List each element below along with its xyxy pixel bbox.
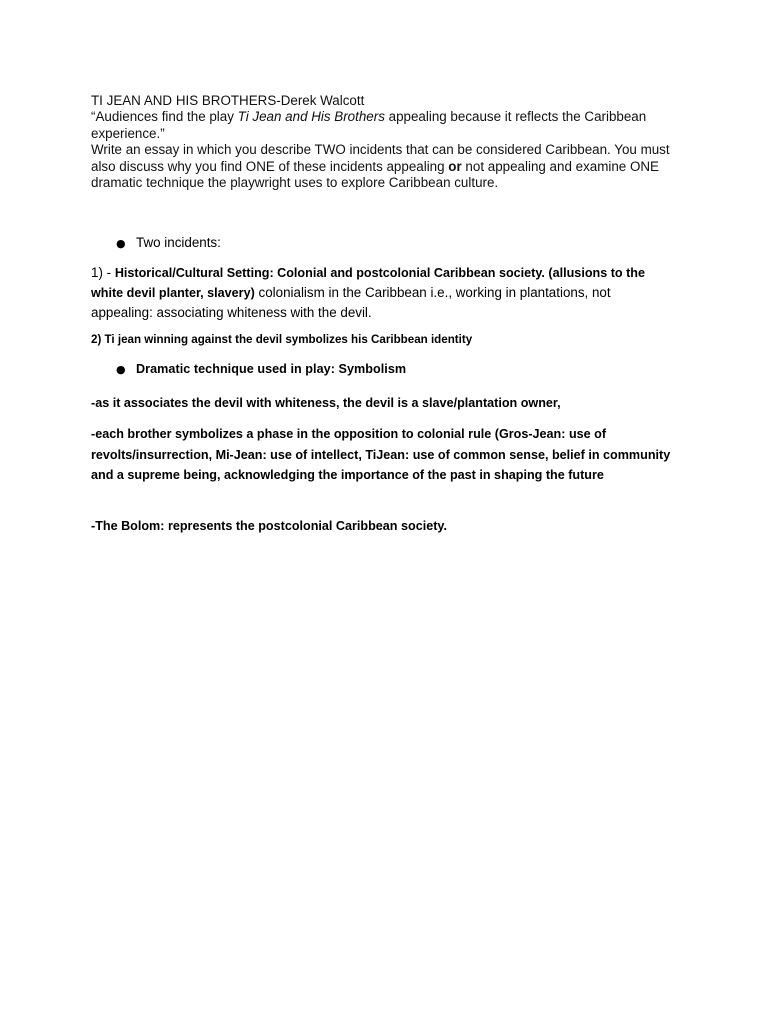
symbolism-point-three: -The Bolom: represents the postcolonial Caribbean society. <box>91 519 447 533</box>
play-title: TI JEAN AND HIS BROTHERS-Derek Walcott <box>91 93 365 108</box>
bullet-dramatic-technique <box>91 362 681 376</box>
prompt-quote: “Audiences find the play Ti Jean and His Brothers appealing because it reflects the Caribbean experience.” <box>91 109 647 141</box>
incident-one: 1) - Historical/Cultural Setting: Colonial and postcolonial Caribbean society. (allusions to the white devil planter, slavery) colonialism in the Caribbean i.e., working in plantations, not appealing: associating whiteness with the devil. <box>91 265 645 320</box>
play-name-italic: Ti Jean and His Brothers <box>237 109 385 125</box>
bullet-label: Two incidents: <box>136 235 221 250</box>
essay-prompt-header <box>91 93 691 191</box>
incident-two: 2) Ti jean winning against the devil symbolizes his Caribbean identity <box>91 333 473 346</box>
bullet-icon: ● <box>116 363 126 376</box>
bullet-two-incidents <box>91 235 681 250</box>
prompt-instructions: Write an essay in which you describe TWO incidents that can be considered Caribbean. You must also discuss why you find ONE of these incidents appealing or not appealing and examine ONE dramatic technique the playwright uses to explore Caribbean culture. <box>91 142 670 191</box>
symbolism-point-two: -each brother symbolizes a phase in the opposition to colonial rule (Gros-Jean: use of revolts/insurrection, Mi-Jean: use of intellect, TiJean: use of common sense, belief in community and a supreme being, acknowledging the importance of the past in shaping the future <box>91 427 671 482</box>
bullet-label: Dramatic technique used in play: Symbolism <box>136 362 407 376</box>
emphasis-or: or <box>448 158 462 174</box>
symbolism-point-one: -as it associates the devil with whiteness, the devil is a slave/plantation owner, <box>91 396 561 410</box>
bullet-icon: ● <box>116 237 126 250</box>
